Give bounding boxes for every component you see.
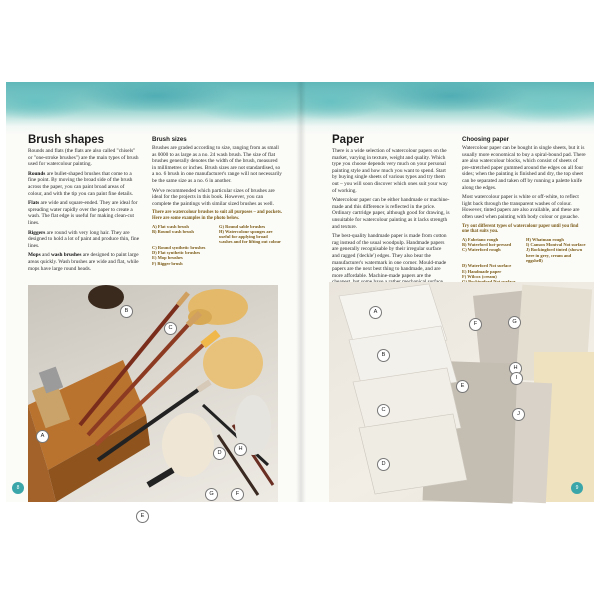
brush-key-item: E) Mop brushes bbox=[152, 255, 183, 261]
page-number-left: 8 bbox=[12, 482, 24, 494]
photo-label-h: H bbox=[234, 443, 247, 456]
photo-label-d: D bbox=[377, 458, 390, 471]
paper-key-item: B) Waterford hot-pressed bbox=[462, 242, 512, 248]
book-gutter bbox=[296, 82, 306, 502]
flats-paragraph: Flats are wide and square-ended. They are ideal for spreading water rapidly over the paper to create a wash. The flat edge is useful for making clean-cut lines. bbox=[28, 200, 138, 226]
watercolour-wash-header-right bbox=[300, 82, 594, 134]
brush-key-item: H) Watercolour sponges are useful for applying broad washes and for lifting out colour bbox=[219, 228, 282, 245]
photo-label-c: C bbox=[164, 322, 177, 335]
photo-label-j: J bbox=[512, 408, 525, 421]
paper-key-item: F) Wilcox (cream) bbox=[462, 273, 497, 279]
paper-key-item: J) Bockingford tinted (shown here in grey, cream and eggshell) bbox=[526, 247, 583, 263]
paper-key-list bbox=[462, 237, 586, 285]
brushes-illustration bbox=[28, 285, 278, 502]
brush-key-item: A) Flat wash brush bbox=[152, 223, 189, 229]
photo-label-a: A bbox=[36, 430, 49, 443]
photo-label-e: E bbox=[136, 510, 149, 523]
brush-key-item: C) Round synthetic brushes bbox=[152, 244, 206, 250]
paper-key-item: H) Whatman rough bbox=[526, 236, 564, 242]
photo-label-g: G bbox=[205, 488, 218, 501]
photo-label-f: F bbox=[231, 488, 244, 501]
paper-paragraph-1: There is a wide selection of watercolour papers on the market, varying in texture, weight and quality. Which type you choose depends very much on your personal painting style and how much you want to spend. Start by buying single sheets of various types and try them out – you will soon discover which ones suit your way of working. bbox=[332, 148, 448, 194]
paper-key-item: I) Canson Montval Not surface bbox=[526, 242, 586, 248]
photo-label-i: I bbox=[510, 372, 523, 385]
brush-sizes-heading: Brush sizes bbox=[152, 136, 187, 143]
choosing-paper-paragraph-1: Watercolour paper can be bought in single sheets, but it is usually more economical to buy a spiral-bound pad. There are also watercolour blocks, which consist of sheets of pre-stretched paper gummed around the edges on all four sides; when the painting is finished and dry, the top sheet can be separated and taken off by running a palette knife along the edges. bbox=[462, 145, 586, 191]
brush-sizes-paragraph-2: We've recommended which particular sizes of brushes are ideal for the projects in this book. However, you can complete the paintings with similar sized brushes as well. bbox=[152, 187, 275, 207]
paper-paragraph-2: Watercolour paper can be either handmade or machine-made and this difference is reflected in the price. Ordinary cartridge paper, although good for drawing, is unsuitable for watercolour painting as it lacks strength and texture. bbox=[332, 197, 450, 230]
brush-key-item: B) Round wash brush bbox=[152, 228, 194, 234]
paper-paragraph-3: The best-quality handmade paper is made from cotton rag instead of the usual woodpulp. Handmade papers are generally recognisable by their irregular surface and ragged ('deckle') edges. They also bear the manufacturer's watermark in one corner. Mould-made papers are the next best thing to handmade, and are more affordable. Machine-made papers are the bbox=[332, 233, 447, 279]
paper-column bbox=[332, 148, 450, 295]
mops-paragraph: Mops and wash brushes are designed to paint large areas quickly. Wash brushes are wide and flat, while mops have large round heads. bbox=[28, 252, 139, 272]
photo-label-b: B bbox=[377, 349, 390, 362]
choosing-paper-column bbox=[462, 145, 586, 284]
page-number-right: 9 bbox=[571, 482, 583, 494]
paper-samples-photo bbox=[329, 282, 594, 502]
riggers-paragraph: Riggers are round with very long hair. They are designed to hold a lot of paint and produce thin, fine lines. bbox=[28, 229, 140, 249]
brush-shapes-intro: Rounds and flats (the flats are also called "chisels" or "one-stroke brushes") are the main types of brush used for watercolour painting. bbox=[28, 148, 139, 168]
paper-key-item: C) Waterford rough bbox=[462, 247, 501, 253]
photo-label-c: C bbox=[377, 404, 390, 417]
brush-sizes-paragraph-1: Brushes are graded according to size, ranging from as small as 0000 to as large as a no. 24 wash brush. The size of flat brushes generally denotes the width of the brush, measured in millimetres or inches. Brush sizes are not standardised, so a no. 6 brush in one manufacturer's range will not necessarily be the same size as a no. 6 in another. bbox=[152, 145, 282, 184]
open-book bbox=[6, 82, 594, 519]
photo-label-a: A bbox=[369, 306, 382, 319]
photo-label-g: G bbox=[508, 316, 521, 329]
paper-key-item: A) Fabriano rough bbox=[462, 236, 499, 242]
brush-key-item: F) Rigger brush bbox=[152, 260, 183, 266]
paper-key-item: D) Waterford Not surface bbox=[462, 263, 512, 269]
choosing-paper-paragraph-2: Most watercolour paper is white or off-white, to reflect light back through the transparent washes of colour. However, tinted papers are also available, and these are often used when painting with body colour or gouache. bbox=[462, 194, 580, 220]
photo-label-b: B bbox=[120, 305, 133, 318]
paper-heading: Paper bbox=[332, 134, 364, 146]
brush-list-intro: There are watercolour brushes to suit all purposes – and pockets. Here are some examples in the photo below. bbox=[152, 210, 282, 221]
brush-sizes-column bbox=[152, 145, 282, 266]
choosing-paper-heading: Choosing paper bbox=[462, 136, 510, 143]
brush-key-item: D) Flat synthetic brushes bbox=[152, 250, 201, 256]
photo-label-h: H bbox=[509, 362, 522, 375]
brush-key-list bbox=[152, 224, 282, 266]
brushes-photo bbox=[28, 285, 278, 519]
watercolour-wash-header bbox=[6, 82, 300, 134]
paper-key-item: E) Handmade paper bbox=[462, 268, 502, 274]
paper-list-intro: Try out different types of watercolour paper until you find one that suits you. bbox=[462, 223, 579, 235]
photo-label-d: D bbox=[213, 447, 226, 460]
right-page bbox=[300, 82, 594, 502]
photo-label-e: E bbox=[456, 380, 469, 393]
left-page bbox=[6, 82, 300, 519]
brush-shapes-column bbox=[28, 148, 140, 275]
photo-label-f: F bbox=[469, 318, 482, 331]
rounds-paragraph: Rounds are bullet-shaped brushes that come to a fine point. By moving the broad side of the brush across the paper, you can paint broad areas of colour, and with the tip you can paint fine details. bbox=[28, 170, 133, 197]
brush-key-item: G) Round sable brushes bbox=[219, 223, 266, 229]
brush-shapes-heading: Brush shapes bbox=[28, 134, 105, 146]
